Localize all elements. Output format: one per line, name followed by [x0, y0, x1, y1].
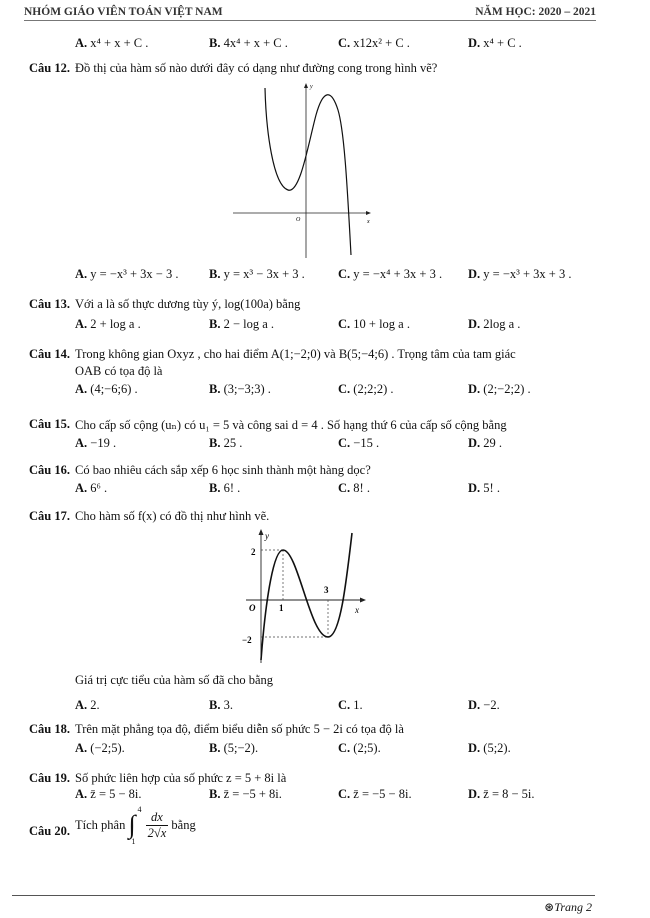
q12-option-a: A. y = −x³ + 3x − 3 .	[75, 267, 179, 281]
q17-option-c: C. 1.	[338, 698, 363, 712]
q20-label: Câu 20.	[29, 824, 70, 838]
q17-option-d: D. −2.	[468, 698, 500, 712]
q14-option-b: B. (3;−3;3) .	[209, 382, 271, 396]
q17-stem-line2: Giá trị cực tiểu của hàm số đã cho bằng	[75, 673, 274, 687]
q17-origin-label: O	[249, 603, 256, 613]
q13-option-c: C. 10 + log a .	[338, 317, 410, 331]
q13-stem: Với a là số thực dương tùy ý, log(100a) bằng	[75, 297, 301, 311]
page-number: ⊛Trang 2	[544, 900, 592, 914]
q14-option-a: A. (4;−6;6) .	[75, 382, 138, 396]
q18-option-c: C. (2;5).	[338, 741, 381, 755]
q17-option-a: A. 2.	[75, 698, 100, 712]
q14-option-c: C. (2;2;2) .	[338, 382, 394, 396]
q20-upper-bound: 4	[137, 804, 142, 814]
q19-option-c: C. z̄ = −5 − 8i.	[338, 787, 412, 801]
page-header	[24, 4, 596, 21]
q12-origin-label: O	[296, 217, 301, 223]
q13-option-d: D. 2log a .	[468, 317, 521, 331]
q15-label: Câu 15.	[29, 417, 70, 431]
q18-stem: Trên mặt phẳng tọa độ, điểm biểu diễn số phức 5 − 2i có tọa độ là	[75, 722, 404, 736]
q11-option-b: B. 4x⁴ + x + C .	[209, 36, 288, 50]
q16-stem: Có bao nhiêu cách sắp xếp 6 học sinh thành một hàng dọc?	[75, 463, 371, 477]
q16-label: Câu 16.	[29, 463, 70, 477]
q12-option-d: D. y = −x³ + 3x + 3 .	[468, 267, 572, 281]
q12-y-axis-label: y	[310, 84, 313, 90]
q17-stem: Cho hàm số f(x) có đồ thị như hình vẽ.	[75, 509, 270, 523]
q15-stem: Cho cấp số cộng (uₙ) có u₁ = 5 và công sai d = 4 . Số hạng thứ 6 của cấp số cộng bằng	[75, 418, 507, 432]
q20-stem-suffix: bằng	[171, 818, 196, 832]
q15-option-a: A. −19 .	[75, 436, 117, 450]
q20-numerator: dx	[146, 810, 169, 826]
q12-label: Câu 12.	[29, 61, 70, 75]
q17-curve	[261, 533, 352, 660]
q20-integrand	[146, 810, 169, 841]
q17-y-tick-2: 2	[251, 547, 256, 557]
q11-option-c: C. x12x² + C .	[338, 36, 410, 50]
q16-option-c: C. 8! .	[338, 481, 370, 495]
q17-x-tick-1: 1	[279, 603, 284, 613]
q19-option-d: D. z̄ = 8 − 5i.	[468, 787, 535, 801]
q19-stem: Số phức liên hợp của số phức z = 5 + 8i là	[75, 771, 287, 785]
q18-option-b: B. (5;−2).	[209, 741, 259, 755]
q13-label: Câu 13.	[29, 297, 70, 311]
q20-integral-sign: ∫ 4 1	[128, 804, 142, 846]
q12-graph	[228, 80, 378, 260]
q15-option-d: D. 29 .	[468, 436, 503, 450]
q18-option-d: D. (5;2).	[468, 741, 511, 755]
q17-y-tick-minus2: −2	[242, 635, 252, 645]
q20-stem	[75, 804, 196, 846]
q17-graph	[228, 525, 368, 665]
q14-label: Câu 14.	[29, 347, 70, 361]
q16-option-a: A. 6⁶ .	[75, 481, 108, 495]
q19-label: Câu 19.	[29, 771, 70, 785]
q17-x-axis-label: x	[355, 605, 359, 615]
q13-option-a: A. 2 + log a .	[75, 317, 141, 331]
q14-stem: Trong không gian Oxyz , cho hai điểm A(1;−2;0) và B(5;−4;6) . Trọng tâm của tam giác	[75, 347, 516, 361]
q13-option-b: B. 2 − log a .	[209, 317, 275, 331]
q19-option-a: A. z̄ = 5 − 8i.	[75, 787, 142, 801]
footer-divider	[12, 895, 595, 896]
q16-option-b: B. 6! .	[209, 481, 241, 495]
q20-stem-prefix: Tích phân	[75, 818, 126, 832]
q11-option-d: D. x⁴ + C .	[468, 36, 522, 50]
q19-option-b: B. z̄ = −5 + 8i.	[209, 787, 282, 801]
q20-lower-bound: 1	[131, 836, 136, 846]
q12-option-b: B. y = x³ − 3x + 3 .	[209, 267, 305, 281]
q18-option-a: A. (−2;5).	[75, 741, 125, 755]
q16-option-d: D. 5! .	[468, 481, 500, 495]
q14-stem-line2: OAB có tọa độ là	[75, 364, 163, 378]
q18-label: Câu 18.	[29, 722, 70, 736]
q17-y-axis-label: y	[265, 531, 269, 541]
q17-label: Câu 17.	[29, 509, 70, 523]
q11-option-a: A. x⁴ + x + C .	[75, 36, 149, 50]
q12-curve	[265, 88, 351, 255]
q15-option-b: B. 25 .	[209, 436, 243, 450]
q12-stem: Đồ thị của hàm số nào dưới đây có dạng như đường cong trong hình vẽ?	[75, 61, 438, 75]
q20-denominator: 2√x	[147, 826, 167, 840]
q14-option-d: D. (2;−2;2) .	[468, 382, 531, 396]
q17-option-b: B. 3.	[209, 698, 233, 712]
header-group-name: NHÓM GIÁO VIÊN TOÁN VIỆT NAM	[24, 6, 223, 18]
q12-option-c: C. y = −x⁴ + 3x + 3 .	[338, 267, 443, 281]
header-school-year: NĂM HỌC: 2020 – 2021	[475, 6, 596, 18]
q17-x-tick-3: 3	[324, 585, 329, 595]
q15-option-c: C. −15 .	[338, 436, 380, 450]
q12-x-axis-label: x	[367, 219, 370, 225]
